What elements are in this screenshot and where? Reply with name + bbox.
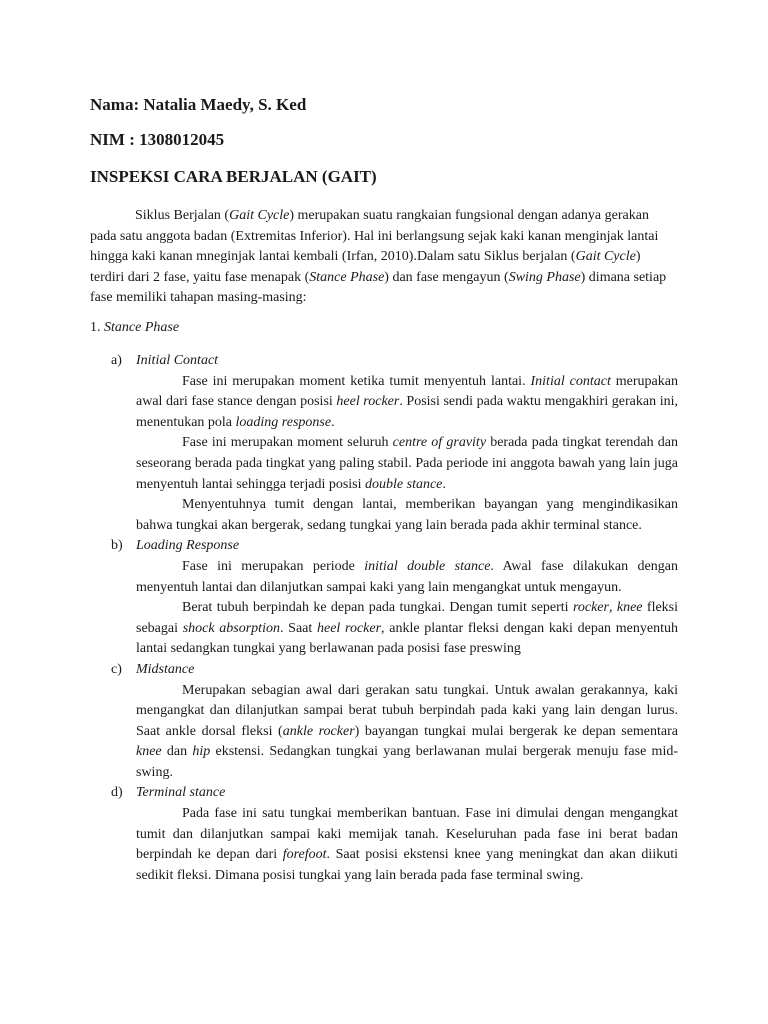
phase-list (90, 351, 678, 886)
list-item-label: Midstance (136, 661, 195, 677)
section-heading: 1. Stance Phase (90, 320, 180, 335)
list-item-heading (90, 660, 678, 681)
list-item-label: Loading Response (136, 538, 240, 554)
list-item-label: Initial Contact (136, 353, 219, 368)
paragraph: Berat tubuh berpindah ke depan pada tungkai. Dengan tumit seperti rocker, knee fleksi sebagai shock absorption. Saat heel rocker, ankle plantar fleksi dengan kaki depan menyentuh lantai sedangkan tungkai yang berlawanan pada posisi fase preswing (136, 600, 679, 657)
paragraph: Fase ini merupakan moment ketika tumit menyentuh lantai. Initial contact merupakan awal dari fase stance dengan posisi heel rocker. Posisi sendi pada waktu mengakhiri gerakan ini, menentukan pola loading response. (136, 373, 678, 430)
list-marker: b) (111, 538, 123, 554)
list-marker: c) (111, 661, 122, 677)
list-item-heading (90, 536, 678, 557)
paragraph: Pada fase ini satu tungkai memberikan bantuan. Fase ini dimulai dengan mengangkat tumit dan dilanjutkan sampai kaki memijak tanah. Keseluruhan pada fase ini berat badan berpindah ke depan dari forefoot. Saat posisi ekstensi knee yang meningkat dan akan diikuti sedikit fleksi. Dimana posisi tungkai yang lain berada pada fase terminal swing. (136, 806, 678, 883)
intro-paragraph: Siklus Berjalan (Gait Cycle) merupakan suatu rangkaian fungsional dengan adanya gerakan pada satu anggota badan (Extremitas Inferior). Hal ini berlangsung sejak kaki kanan menginjak lantai hingga kaki kanan mneginjak lantai kembali (Irfan, 2010).Dalam satu Siklus berjalan (Gait Cycle) terdiri dari 2 fase, yaitu fase menapak (Stance Phase) dan fase mengayun (Swing Phase) dimana setiap fase memiliki tahapan masing-masing: (90, 208, 667, 306)
paragraph: Fase ini merupakan periode initial double stance. Awal fase dilakukan dengan menyentuh lantai dan dilanjutkan sampai kaki yang lain mengangkat untuk mengayun. (136, 558, 678, 595)
list-item-label: Terminal stance (136, 785, 226, 801)
list-marker: a) (111, 353, 122, 368)
list-marker: d) (111, 785, 123, 801)
document-title: INSPEKSI CARA BERJALAN (GAIT) (90, 167, 377, 186)
list-item-heading (90, 783, 678, 804)
list-item-heading (90, 351, 678, 372)
paragraph: Merupakan sebagian awal dari gerakan satu tungkai. Untuk awalan gerakannya, kaki mengangkat dan dilanjutkan sampai berat tubuh berpindah pada kaki yang lain dengan lurus. Saat ankle dorsal fleksi (ankle rocker) bayangan tungkai mulai bergerak ke depan sementara knee dan hip ekstensi. Sedangkan tungkai yang berlawanan mulai bergerak menuju fase mid-swing. (136, 682, 679, 780)
paragraph: Menyentuhnya tumit dengan lantai, memberikan bayangan yang mengindikasikan bahwa tungkai akan bergerak, sedang tungkai yang lain berada pada akhir terminal stance. (136, 497, 678, 533)
student-nim: NIM : 1308012045 (90, 130, 225, 149)
paragraph: Fase ini merupakan moment seluruh centre of gravity berada pada tingkat terendah dan seseorang berada pada tingkat yang paling stabil. Pada periode ini anggota bawah yang lain juga menyentuh lantai sehingga terjadi posisi double stance. (136, 435, 678, 492)
student-name: Nama: Natalia Maedy, S. Ked (90, 95, 307, 114)
